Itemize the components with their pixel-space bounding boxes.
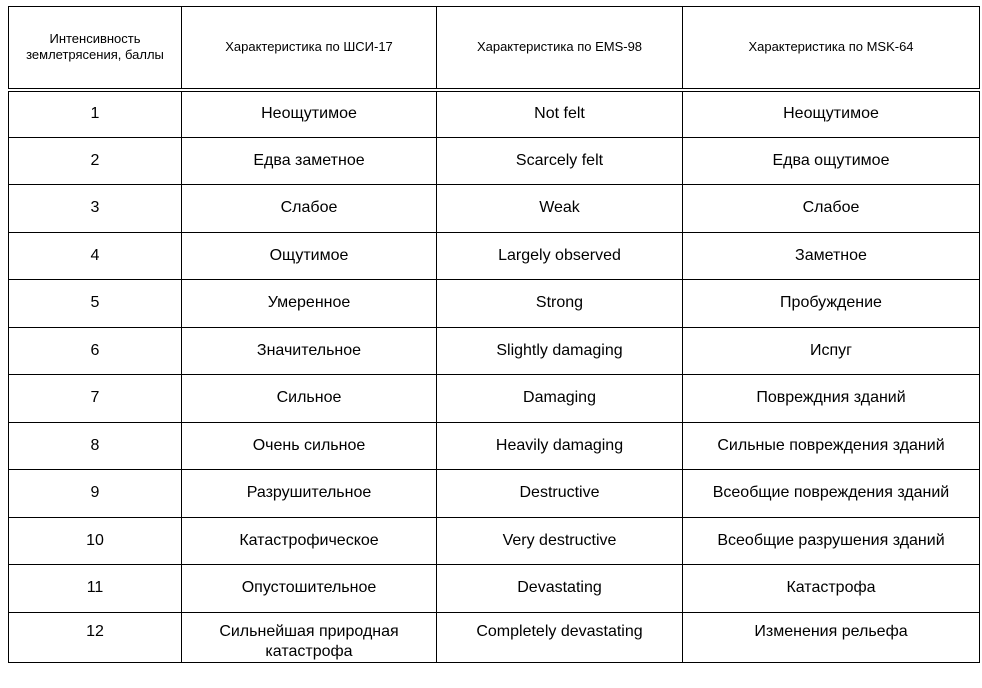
- shsi-17-cell: Неощутимое: [182, 90, 437, 138]
- ems-98-cell: Destructive: [437, 470, 683, 518]
- msk-64-cell: Изменения рельефа: [683, 612, 980, 662]
- intensity-cell: 3: [9, 185, 182, 233]
- ems-98-cell: Damaging: [437, 375, 683, 423]
- ems-98-cell: Heavily damaging: [437, 422, 683, 470]
- table-header: [9, 7, 980, 90]
- ems-98-cell: Largely observed: [437, 232, 683, 280]
- shsi-17-cell: Опустошительное: [182, 565, 437, 613]
- intensity-cell: 7: [9, 375, 182, 423]
- ems-98-cell: Completely devastating: [437, 612, 683, 662]
- shsi-17-cell: Катастрофическое: [182, 517, 437, 565]
- shsi-17-cell: Сильнейшая природная катастрофа: [182, 612, 437, 662]
- table-row: [9, 612, 980, 662]
- shsi-17-cell: Ощутимое: [182, 232, 437, 280]
- ems-98-cell: Slightly damaging: [437, 327, 683, 375]
- ems-98-cell: Not felt: [437, 90, 683, 138]
- table-row: [9, 137, 980, 185]
- table-row: [9, 422, 980, 470]
- table-row: [9, 565, 980, 613]
- intensity-cell: 8: [9, 422, 182, 470]
- msk-64-cell: Всеобщие повреждения зданий: [683, 470, 980, 518]
- table-row: [9, 375, 980, 423]
- msk-64-cell: Катастрофа: [683, 565, 980, 613]
- intensity-scale-table: [8, 6, 980, 663]
- header-ems-98: Характеристика по EMS-98: [437, 7, 683, 90]
- ems-98-cell: Weak: [437, 185, 683, 233]
- shsi-17-cell: Слабое: [182, 185, 437, 233]
- table-row: [9, 185, 980, 233]
- header-row: [9, 7, 980, 90]
- msk-64-cell: Пробуждение: [683, 280, 980, 328]
- header-shsi-17: Характеристика по ШСИ-17: [182, 7, 437, 90]
- ems-98-cell: Strong: [437, 280, 683, 328]
- shsi-17-cell: Сильное: [182, 375, 437, 423]
- table-row: [9, 280, 980, 328]
- msk-64-cell: Повреждния зданий: [683, 375, 980, 423]
- intensity-cell: 5: [9, 280, 182, 328]
- intensity-cell: 1: [9, 90, 182, 138]
- intensity-scale-table-container: [8, 6, 980, 663]
- ems-98-cell: Scarcely felt: [437, 137, 683, 185]
- shsi-17-cell: Значительное: [182, 327, 437, 375]
- header-intensity: Интенсивность землетрясения, баллы: [9, 7, 182, 90]
- msk-64-cell: Едва ощутимое: [683, 137, 980, 185]
- intensity-cell: 4: [9, 232, 182, 280]
- intensity-cell: 2: [9, 137, 182, 185]
- intensity-cell: 12: [9, 612, 182, 662]
- msk-64-cell: Всеобщие разрушения зданий: [683, 517, 980, 565]
- table-row: [9, 470, 980, 518]
- shsi-17-cell: Разрушительное: [182, 470, 437, 518]
- intensity-cell: 11: [9, 565, 182, 613]
- ems-98-cell: Very destructive: [437, 517, 683, 565]
- intensity-cell: 6: [9, 327, 182, 375]
- table-row: [9, 90, 980, 138]
- table-row: [9, 327, 980, 375]
- msk-64-cell: Неощутимое: [683, 90, 980, 138]
- shsi-17-cell: Умеренное: [182, 280, 437, 328]
- table-row: [9, 232, 980, 280]
- ems-98-cell: Devastating: [437, 565, 683, 613]
- msk-64-cell: Заметное: [683, 232, 980, 280]
- msk-64-cell: Сильные повреждения зданий: [683, 422, 980, 470]
- table-body: [9, 90, 980, 663]
- header-msk-64: Характеристика по MSK-64: [683, 7, 980, 90]
- intensity-cell: 10: [9, 517, 182, 565]
- shsi-17-cell: Едва заметное: [182, 137, 437, 185]
- shsi-17-cell: Очень сильное: [182, 422, 437, 470]
- intensity-cell: 9: [9, 470, 182, 518]
- msk-64-cell: Слабое: [683, 185, 980, 233]
- table-row: [9, 517, 980, 565]
- msk-64-cell: Испуг: [683, 327, 980, 375]
